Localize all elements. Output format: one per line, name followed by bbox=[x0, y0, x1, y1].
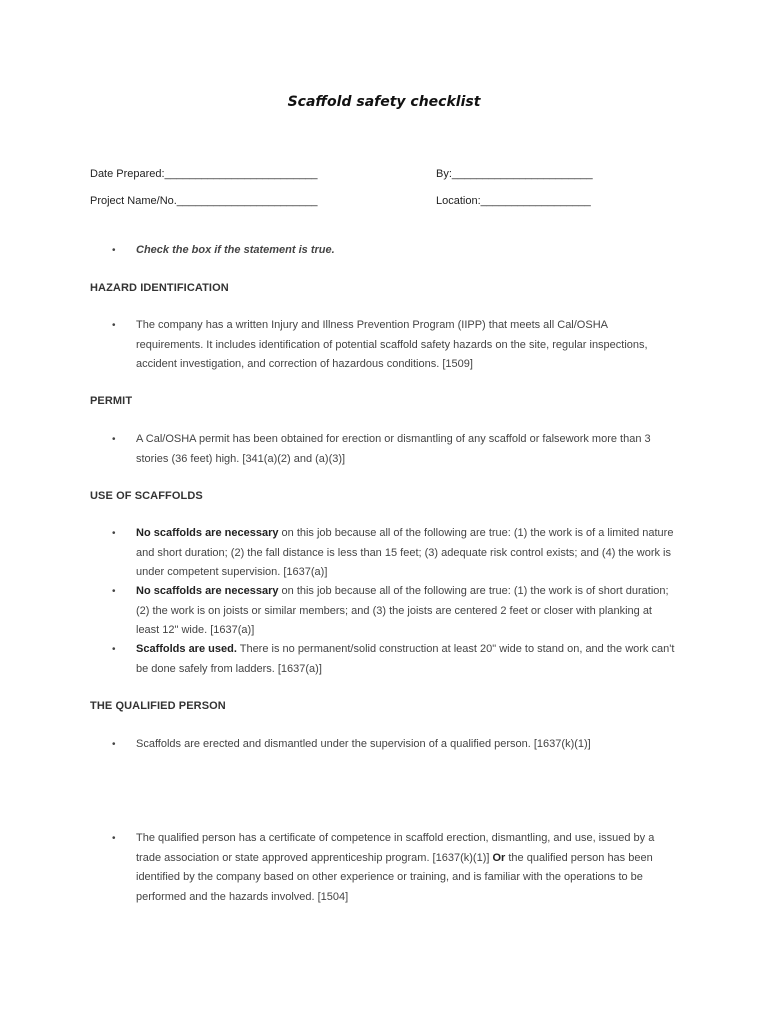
date-prepared-field[interactable]: Date Prepared:_________________________ bbox=[90, 168, 318, 180]
item-text: the qualified person has been identified by the company based on other experience or training, and is familiar with the operations to be performed and the hazards involved. [1504] bbox=[136, 851, 653, 903]
bullet-icon: • bbox=[112, 528, 116, 539]
item-text: The company has a written Injury and Illness Prevention Program (IIPP) that meets all Cal/OSHA requirements. It includes identification of potential scaffold safety hazards on the site, regular inspections, accident investigation, and correction of hazardous conditions. [1509] bbox=[136, 319, 648, 370]
bullet-icon: • bbox=[112, 245, 116, 256]
section-heading-hazard: HAZARD IDENTIFICATION bbox=[90, 282, 229, 294]
checklist-item[interactable] bbox=[112, 735, 676, 755]
item-text: A Cal/OSHA permit has been obtained for erection or dismantling of any scaffold or falsework more than 3 stories (36 feet) high. [341(a)(2) and (a)(3)] bbox=[136, 433, 651, 465]
instruction-item bbox=[112, 241, 676, 261]
checklist-item[interactable] bbox=[112, 316, 676, 375]
checklist-item[interactable] bbox=[112, 430, 676, 469]
checklist-item[interactable] bbox=[112, 582, 676, 641]
bullet-icon: • bbox=[112, 644, 116, 655]
project-name-field[interactable]: Project Name/No._______________________ bbox=[90, 195, 318, 207]
item-lead: Scaffolds are used. bbox=[136, 643, 237, 655]
item-or: Or bbox=[492, 851, 506, 864]
instruction-note: Check the box if the statement is true. bbox=[136, 244, 335, 256]
section-heading-permit: PERMIT bbox=[90, 395, 133, 407]
location-field[interactable]: Location:__________________ bbox=[436, 195, 591, 207]
bullet-icon: • bbox=[112, 434, 116, 445]
by-field[interactable]: By:_______________________ bbox=[436, 168, 593, 180]
item-lead: No scaffolds are necessary bbox=[136, 527, 279, 539]
item-text: Scaffolds are erected and dismantled under the supervision of a qualified person. [1637(k)(1)] bbox=[136, 738, 591, 750]
bullet-icon: • bbox=[112, 739, 116, 750]
bullet-icon: • bbox=[112, 586, 116, 597]
item-lead: No scaffolds are necessary bbox=[136, 585, 279, 597]
bullet-icon: • bbox=[112, 320, 116, 331]
document-title: Scaffold safety checklist bbox=[287, 94, 481, 110]
checklist-item[interactable] bbox=[112, 640, 676, 679]
item-text: There is no permanent/solid construction at least 20" wide to stand on, and the work can't be done safely from ladders. [1637(a)] bbox=[136, 643, 675, 675]
item-text: on this job because all of the following are true: (1) the work is of short duration; (2) the work is on joists or similar members; and (3) the joists are centered 2 feet or closer with planking at least 12" wide. [1637(a)] bbox=[136, 585, 669, 636]
item-text: on this job because all of the following are true: (1) the work is of a limited nature and short duration; (2) the fall distance is less than 15 feet; (3) adequate risk control exists; and (4) the work is under competent supervision. [1637(a)] bbox=[136, 527, 674, 578]
checklist-item[interactable] bbox=[112, 524, 676, 583]
section-heading-use: USE OF SCAFFOLDS bbox=[90, 490, 203, 502]
bullet-icon: • bbox=[112, 833, 116, 844]
checklist-item[interactable] bbox=[112, 829, 676, 907]
item-text: The qualified person has a certificate of competence in scaffold erection, dismantling, and use, issued by a trade association or state approved apprenticeship program. [1637(k)(1)] bbox=[136, 832, 655, 864]
section-heading-qualified: THE QUALIFIED PERSON bbox=[90, 700, 226, 712]
